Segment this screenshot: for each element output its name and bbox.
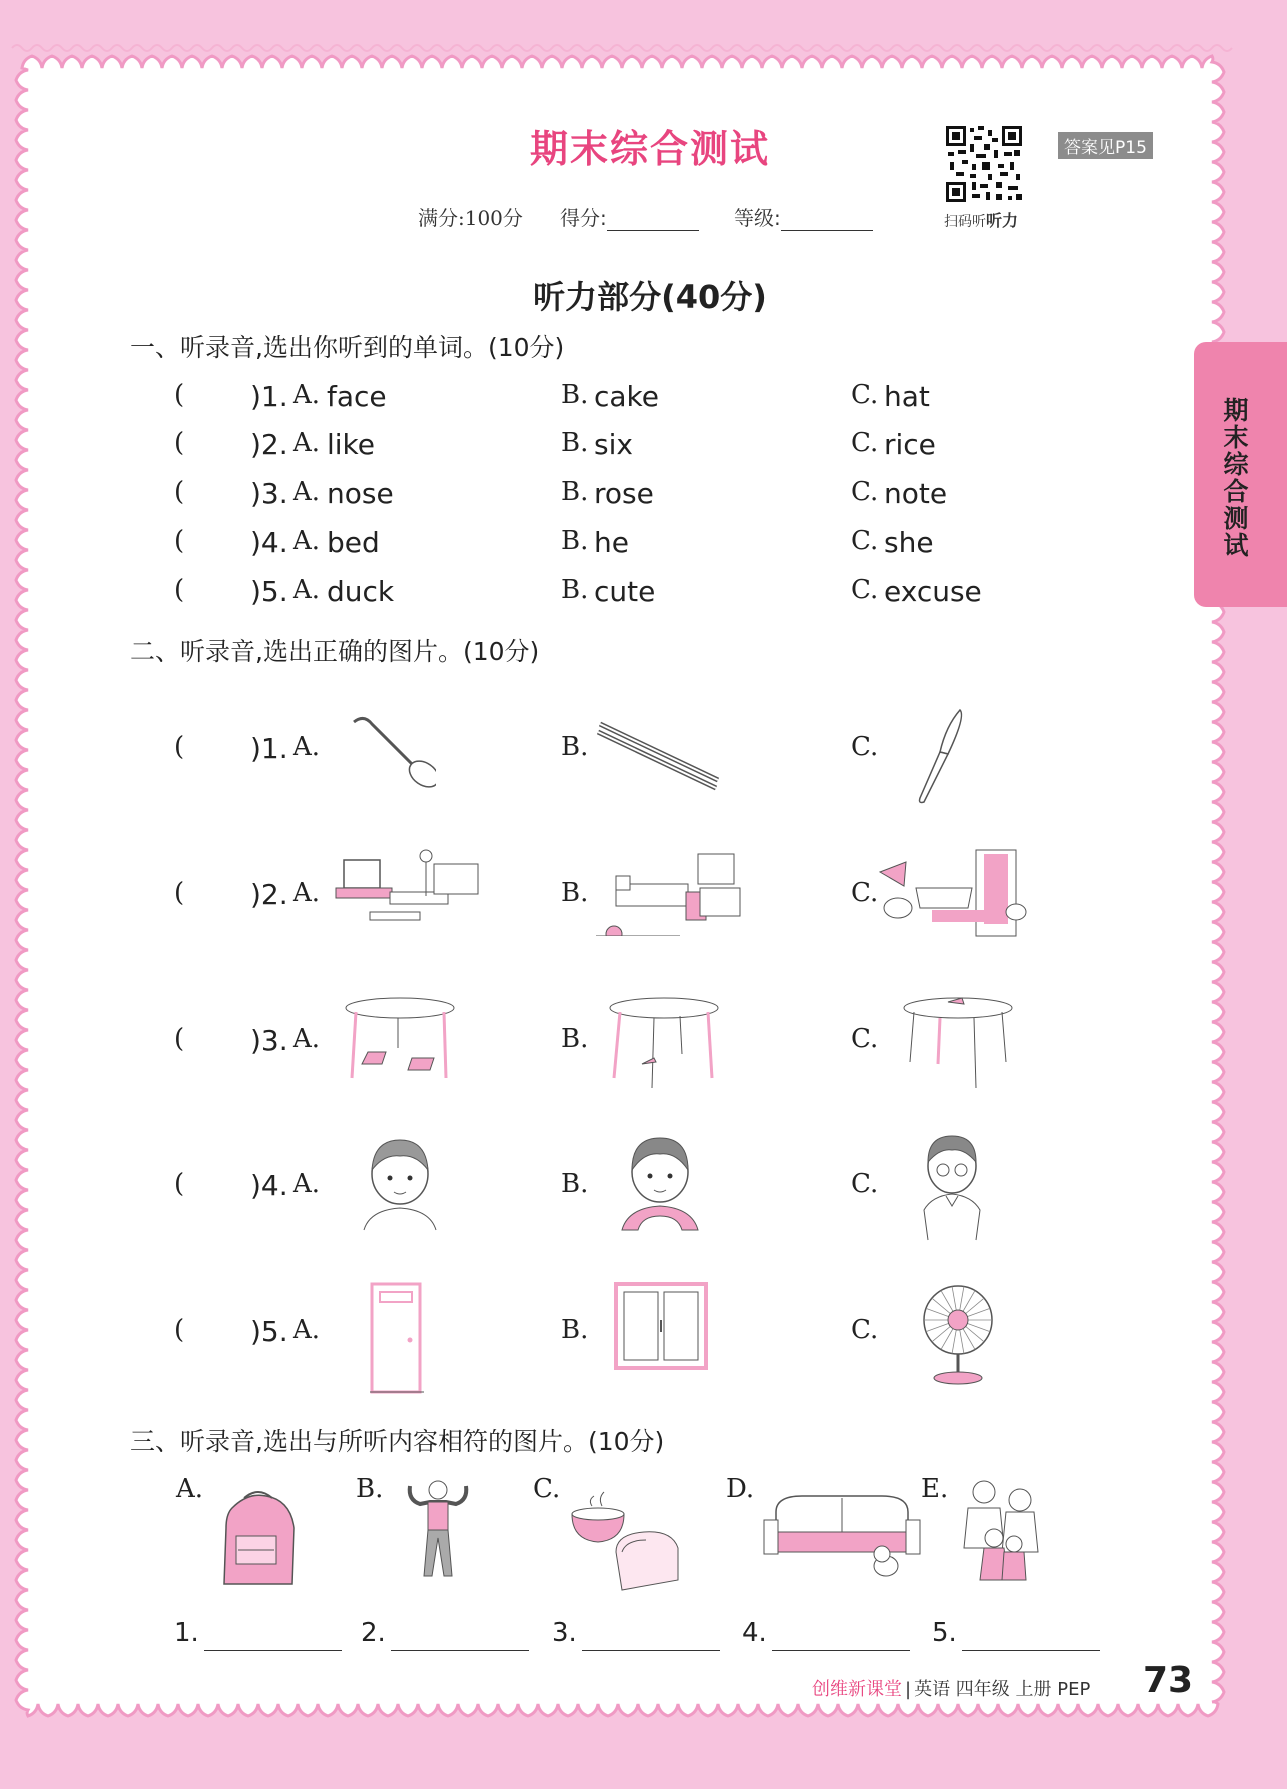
boy-pink-shirt-picture [620, 1130, 700, 1234]
option-a-letter: A. [293, 732, 321, 762]
table-with-rollerskates-picture [342, 992, 458, 1088]
option-b-letter: B. [561, 477, 589, 507]
question-number: )4. [250, 1169, 288, 1202]
answer-paren[interactable]: ( [174, 1315, 185, 1345]
option-c-letter: C. [851, 878, 879, 908]
living-room-picture [330, 846, 490, 936]
question-number: )3. [250, 1024, 288, 1057]
family-picture [954, 1478, 1044, 1590]
fan-picture [916, 1280, 1000, 1390]
bathroom-picture [876, 846, 1036, 942]
option-a-letter: A. [293, 380, 321, 410]
answer-blank-number: 1. [174, 1618, 199, 1648]
answer-paren[interactable]: ( [174, 878, 185, 908]
option-b-letter: B. [561, 526, 589, 556]
option-b-letter: B. [561, 1024, 589, 1054]
qr-caption [944, 208, 1018, 231]
option-a-word: face [327, 380, 387, 413]
bedroom-picture [590, 846, 750, 936]
question-number: )4. [250, 526, 288, 559]
question-number: )2. [250, 428, 288, 461]
strong-man-picture [400, 1476, 476, 1580]
knife-picture [890, 706, 970, 806]
option-a-word: bed [327, 526, 380, 559]
answer-paren[interactable]: ( [174, 575, 185, 605]
option-c-word: hat [884, 380, 930, 413]
option-b-letter: B. [561, 732, 589, 762]
question-number: )3. [250, 477, 288, 510]
answer-paren[interactable]: ( [174, 380, 185, 410]
option-c-word: note [884, 477, 948, 510]
side-tab-label: 期末综合测试 [1220, 397, 1249, 559]
option-b-letter: B. [561, 1315, 589, 1345]
option-c-letter: C. [851, 732, 879, 762]
option-b-word: he [594, 526, 629, 559]
window-picture [612, 1280, 710, 1374]
option-c-letter: C. [851, 1315, 879, 1345]
option-a-word: nose [327, 477, 394, 510]
grade-label: 等级: [734, 206, 781, 230]
option-a-word: duck [327, 575, 395, 608]
option-a-letter: A. [293, 575, 321, 605]
picture-option-letter: D. [726, 1474, 755, 1504]
option-a-letter: A. [293, 1024, 321, 1054]
score-field[interactable] [560, 202, 699, 231]
answer-paren[interactable]: ( [174, 732, 185, 762]
part1-title: 一、听录音,选出你听到的单词。(10分) [130, 333, 565, 362]
answer-paren[interactable]: ( [174, 1169, 185, 1199]
option-c-letter: C. [851, 428, 879, 458]
question-number: )5. [250, 575, 288, 608]
option-a-letter: A. [293, 1169, 321, 1199]
answer-blank-number: 2. [361, 1618, 386, 1648]
answer-blank-line[interactable] [582, 1650, 720, 1651]
bowl-and-bread-picture [566, 1482, 686, 1592]
answer-blank-line[interactable] [962, 1650, 1100, 1651]
full-score: 满分:100分 [418, 206, 523, 230]
grade-field[interactable] [734, 202, 873, 231]
score-label: 得分: [560, 206, 607, 230]
schoolbag-picture [208, 1488, 304, 1588]
option-b-letter: B. [561, 1169, 589, 1199]
question-number: )1. [250, 380, 288, 413]
answer-badge: 答案见P15 [1058, 132, 1153, 159]
answer-blank-number: 5. [932, 1618, 957, 1648]
option-a-letter: A. [293, 477, 321, 507]
boy-picture [360, 1130, 440, 1234]
option-c-word: excuse [884, 575, 982, 608]
part2-title: 二、听录音,选出正确的图片。(10分) [130, 637, 540, 666]
answer-paren[interactable]: ( [174, 477, 185, 507]
option-c-letter: C. [851, 1169, 879, 1199]
answer-paren[interactable]: ( [174, 428, 185, 458]
option-c-letter: C. [851, 575, 879, 605]
question-number: )1. [250, 732, 288, 765]
page-title: 期末综合测试 [529, 127, 770, 171]
section-heading: 听力部分(40分) [533, 278, 767, 316]
grade-blank[interactable] [781, 210, 873, 231]
qr-code-icon[interactable] [944, 124, 1024, 204]
question-number: )2. [250, 878, 288, 911]
picture-option-letter: E. [921, 1474, 949, 1504]
option-b-letter: B. [561, 428, 589, 458]
option-c-letter: C. [851, 380, 879, 410]
door-picture [366, 1280, 426, 1396]
picture-option-letter: A. [176, 1474, 204, 1504]
answer-blank-number: 3. [552, 1618, 577, 1648]
qr-caption-scan: 扫码听 [944, 214, 986, 230]
footer [812, 1675, 1090, 1701]
option-a-letter: A. [293, 878, 321, 908]
option-b-letter: B. [561, 380, 589, 410]
option-c-word: she [884, 526, 934, 559]
option-c-word: rice [884, 428, 936, 461]
option-b-word: cute [594, 575, 656, 608]
spoon-picture [346, 712, 436, 792]
answer-blank-number: 4. [742, 1618, 767, 1648]
option-a-letter: A. [293, 526, 321, 556]
option-a-letter: A. [293, 1315, 321, 1345]
answer-blank-line[interactable] [391, 1650, 529, 1651]
option-b-word: rose [594, 477, 654, 510]
option-c-letter: C. [851, 1024, 879, 1054]
option-c-letter: C. [851, 526, 879, 556]
option-b-letter: B. [561, 878, 589, 908]
footer-info: 英语 四年级 上册 PEP [914, 1679, 1091, 1700]
answer-paren[interactable]: ( [174, 1024, 185, 1054]
answer-paren[interactable]: ( [174, 526, 185, 556]
table-with-object-on-picture [900, 992, 1016, 1090]
footer-brand: 创维新课堂 [812, 1679, 902, 1700]
option-b-letter: B. [561, 575, 589, 605]
option-b-word: cake [594, 380, 659, 413]
picture-option-letter: B. [356, 1474, 384, 1504]
option-a-word: like [327, 428, 376, 461]
footer-separator: | [905, 1679, 912, 1700]
side-tab [1194, 342, 1287, 607]
option-c-letter: C. [851, 477, 879, 507]
option-b-word: six [594, 428, 633, 461]
question-number: )5. [250, 1315, 288, 1348]
table-with-object-under-picture [606, 992, 722, 1090]
sofa-and-dog-picture [762, 1486, 922, 1582]
picture-option-letter: C. [533, 1474, 561, 1504]
answer-blank-line[interactable] [204, 1650, 342, 1651]
option-a-letter: A. [293, 428, 321, 458]
qr-caption-listen: 听力 [986, 211, 1019, 230]
chopsticks-picture [594, 712, 724, 792]
boy-glasses-picture [912, 1130, 992, 1242]
page-number: 73 [1143, 1660, 1194, 1701]
part3-title: 三、听录音,选出与所听内容相符的图片。(10分) [130, 1427, 665, 1456]
answer-blank-line[interactable] [772, 1650, 910, 1651]
score-blank[interactable] [607, 210, 699, 231]
